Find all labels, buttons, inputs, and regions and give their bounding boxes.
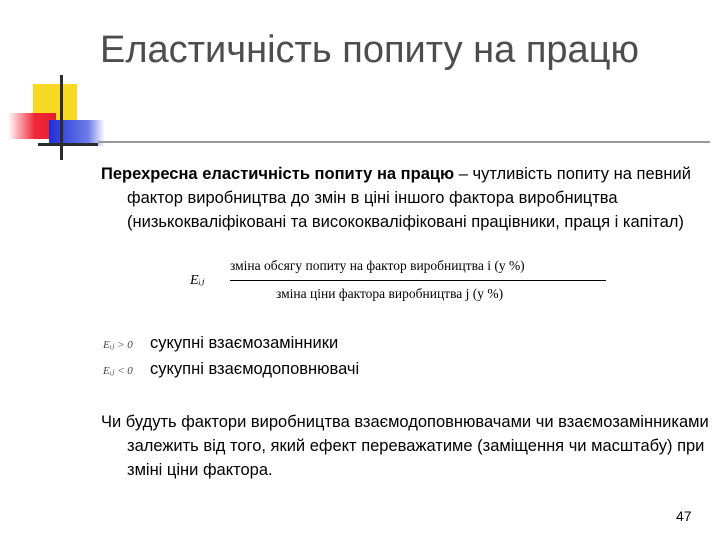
formula-numerator: зміна обсягу попиту на фактор виробництва i (у %) [230, 258, 525, 273]
decor-vertical-line [60, 75, 63, 160]
elasticity-formula [190, 258, 620, 308]
formula-denominator: зміна ціни фактора виробництва j (у %) [276, 286, 504, 301]
formula-symbol: Eᵢⱼ [190, 273, 205, 288]
condition-symbol: Eᵢⱼ < 0 [103, 365, 133, 377]
decor-horizontal-line [38, 143, 98, 146]
fraction-bar [230, 280, 606, 281]
page-number: 47 [676, 508, 692, 524]
condition-text: сукупні взаємодоповнювачі [150, 360, 360, 378]
condition-text: сукупні взаємозамінники [150, 334, 339, 352]
conclusion-paragraph: Чи будуть фактори виробництва взаємодоповнювачами чи взаємозамінниками залежить від того, який ефект переважатиме (заміщення чи масштабу) при зміні ціни фактора. [101, 413, 709, 479]
condition-complements [103, 359, 359, 381]
slide-title: Еластичність попиту на працю [100, 29, 639, 71]
definition-paragraph [101, 162, 720, 234]
definition-term: Перехресна еластичність попиту на працю [101, 165, 455, 183]
condition-symbol: Eᵢⱼ > 0 [103, 339, 133, 351]
title-underline [98, 141, 710, 143]
definition-text: – чутливість попиту на певний фактор виробництва до змін в ціні іншого фактора виробництва (низькокваліфіковані та висококваліфіковані працівники, праця і капітал) [127, 165, 691, 231]
condition-substitutes [103, 333, 338, 355]
